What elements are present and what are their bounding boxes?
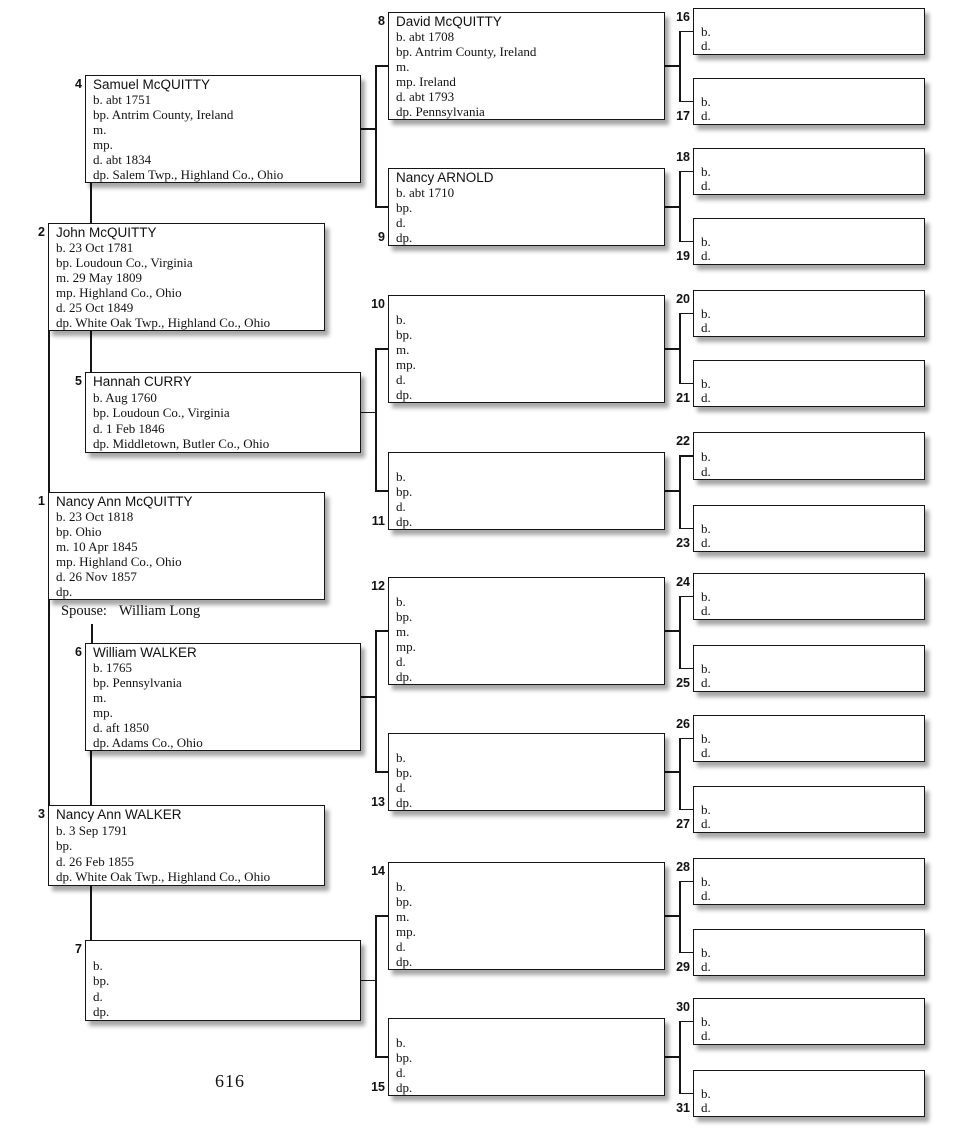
person-field: b.	[396, 750, 406, 765]
person-field: bp.	[396, 327, 413, 342]
person-box-28	[693, 858, 925, 905]
person-field: bp.	[396, 484, 413, 499]
person-field: bp. Antrim County, Ireland	[396, 44, 537, 59]
connector-line	[375, 630, 388, 632]
person-field: m. 29 May 1809	[56, 270, 142, 285]
person-field: b.	[396, 1035, 406, 1050]
person-box-9	[388, 168, 665, 246]
person-number: 17	[676, 109, 690, 123]
person-field: d.	[701, 889, 711, 904]
person-name	[701, 647, 920, 662]
person-box-19	[693, 218, 925, 265]
person-box-30	[693, 998, 925, 1045]
person-field: bp.	[56, 838, 73, 854]
person-field: m.	[396, 59, 410, 74]
person-field: d.	[701, 604, 711, 619]
person-box-7	[85, 940, 361, 1021]
person-box-4	[85, 75, 361, 183]
person-name	[701, 575, 920, 590]
connector-line	[679, 31, 693, 33]
person-number: 30	[676, 1000, 690, 1014]
spouse-name: William Long	[118, 603, 201, 619]
person-number: 8	[378, 14, 385, 28]
person-name	[396, 454, 660, 469]
person-field: b. 23 Oct 1818	[56, 509, 134, 524]
person-name	[396, 579, 660, 594]
connector-line	[375, 206, 388, 208]
person-number: 27	[676, 817, 690, 831]
person-name	[396, 1020, 660, 1035]
person-field: dp. Salem Twp., Highland Co., Ohio	[93, 167, 284, 182]
person-name: David McQUITTY	[396, 14, 502, 29]
person-number: 1	[38, 494, 45, 508]
connector-line	[48, 331, 50, 492]
person-box-3	[48, 805, 325, 886]
person-field: dp.	[396, 1080, 413, 1095]
person-field: b. Aug 1760	[93, 389, 157, 405]
connector-line	[679, 596, 693, 598]
person-number: 9	[378, 230, 385, 244]
connector-line	[375, 771, 388, 773]
person-box-10	[388, 295, 665, 403]
person-field: bp.	[396, 200, 413, 215]
person-name: Nancy ARNOLD	[396, 170, 494, 185]
person-field: d.	[701, 109, 711, 124]
person-name: Nancy Ann WALKER	[56, 807, 182, 822]
person-field: dp. White Oak Twp., Highland Co., Ohio	[56, 315, 271, 330]
person-number: 3	[38, 807, 45, 821]
connector-line	[679, 383, 693, 385]
person-number: 25	[676, 676, 690, 690]
person-field: dp.	[396, 387, 413, 402]
connector-line	[679, 738, 693, 740]
person-field: b.	[701, 874, 711, 889]
person-field: b. 1765	[93, 660, 132, 675]
person-field: dp.	[56, 584, 73, 599]
connector-line	[375, 915, 388, 917]
person-field: b.	[396, 469, 406, 484]
person-name	[701, 292, 920, 307]
person-field: bp. Loudoun Co., Virginia	[93, 405, 230, 421]
person-field: b.	[701, 164, 711, 179]
person-field: d.	[701, 676, 711, 691]
person-box-24	[693, 573, 925, 620]
person-number: 15	[371, 1080, 385, 1094]
person-box-25	[693, 645, 925, 692]
connector-line	[90, 886, 92, 940]
connector-line	[679, 738, 681, 811]
person-field: bp. Loudoun Co., Virginia	[56, 255, 193, 270]
person-name	[701, 931, 920, 946]
person-field: d.	[396, 780, 406, 795]
person-number: 18	[676, 150, 690, 164]
person-box-14	[388, 862, 665, 970]
person-field: dp. Middletown, Butler Co., Ohio	[93, 436, 270, 452]
connector-line	[679, 241, 693, 243]
person-field: m.	[93, 690, 107, 705]
person-field: b.	[701, 945, 711, 960]
person-field: d.	[396, 215, 406, 230]
person-box-18	[693, 148, 925, 195]
person-field: d.	[701, 1029, 711, 1044]
person-number: 19	[676, 249, 690, 263]
person-field: b. abt 1751	[93, 92, 152, 107]
person-field: m. 10 Apr 1845	[56, 539, 138, 554]
person-field: b.	[396, 594, 406, 609]
person-box-5	[85, 372, 361, 453]
person-field: b.	[701, 1014, 711, 1029]
connector-line	[679, 313, 693, 315]
person-box-22	[693, 432, 925, 480]
person-number: 22	[676, 434, 690, 448]
person-name: Samuel McQUITTY	[93, 77, 211, 92]
person-field: dp.	[396, 669, 413, 684]
person-field: b.	[701, 661, 711, 676]
person-field: b.	[701, 589, 711, 604]
connector-line	[375, 1056, 388, 1058]
person-name	[396, 864, 660, 879]
person-number: 2	[38, 225, 45, 239]
person-field: b.	[701, 234, 711, 249]
connector-line	[679, 596, 681, 670]
spouse-label: Spouse:	[61, 603, 107, 619]
person-field: b.	[396, 312, 406, 327]
person-field: b.	[701, 731, 711, 746]
person-field: b. abt 1710	[396, 185, 455, 200]
person-name	[396, 297, 660, 312]
person-box-26	[693, 715, 925, 762]
page-number: 616	[215, 1071, 245, 1091]
person-field: b.	[93, 957, 103, 973]
person-field: dp. Adams Co., Ohio	[93, 735, 203, 750]
connector-line	[375, 915, 377, 1058]
person-field: d.	[701, 960, 711, 975]
person-field: b. 3 Sep 1791	[56, 822, 128, 838]
person-field: mp.	[93, 705, 113, 720]
person-field: d.	[701, 391, 711, 406]
connector-line	[679, 171, 681, 243]
person-field: d.	[701, 39, 711, 54]
person-field: mp.	[396, 924, 416, 939]
person-field: mp.	[396, 639, 416, 654]
connector-line	[375, 65, 388, 67]
person-box-20	[693, 290, 925, 337]
person-box-1	[48, 492, 325, 600]
person-name: John McQUITTY	[56, 225, 157, 240]
person-field: b.	[701, 376, 711, 391]
person-field: bp. Ohio	[56, 524, 102, 539]
person-field: dp.	[396, 514, 413, 529]
connector-line	[679, 455, 681, 529]
person-field: b.	[701, 802, 711, 817]
person-box-6	[85, 643, 361, 751]
person-field: b.	[701, 306, 711, 321]
person-number: 16	[676, 10, 690, 24]
person-field: d.	[396, 372, 406, 387]
connector-line	[679, 881, 681, 954]
person-field: bp.	[396, 609, 413, 624]
person-name	[701, 788, 920, 803]
person-name	[701, 220, 920, 235]
person-name	[701, 507, 920, 522]
person-field: dp. Pennsylvania	[396, 104, 485, 119]
person-box-8	[388, 12, 665, 120]
connector-line	[679, 528, 693, 530]
connector-line	[375, 490, 388, 492]
person-number: 4	[75, 77, 82, 91]
connector-line	[679, 668, 693, 670]
person-name	[701, 1000, 920, 1015]
person-field: d.	[396, 1065, 406, 1080]
person-field: m.	[396, 624, 410, 639]
connector-line	[375, 630, 377, 773]
person-field: bp. Pennsylvania	[93, 675, 182, 690]
person-field: d. 26 Nov 1857	[56, 569, 137, 584]
person-box-12	[388, 577, 665, 685]
person-field: d.	[701, 746, 711, 761]
person-field: b.	[701, 94, 711, 109]
connector-line	[90, 751, 92, 805]
connector-line	[679, 881, 693, 883]
person-field: d. 25 Oct 1849	[56, 300, 134, 315]
connector-line	[679, 101, 693, 103]
person-field: d. abt 1834	[93, 152, 152, 167]
person-name	[701, 860, 920, 875]
person-field: d.	[396, 654, 406, 669]
person-name	[701, 717, 920, 732]
person-field: d. abt 1793	[396, 89, 455, 104]
person-name	[701, 1072, 920, 1087]
person-field: mp. Ireland	[396, 74, 456, 89]
person-box-27	[693, 786, 925, 833]
person-number: 31	[676, 1101, 690, 1115]
person-box-2	[48, 223, 325, 331]
person-box-13	[388, 733, 665, 811]
person-number: 21	[676, 391, 690, 405]
person-number: 26	[676, 717, 690, 731]
connector-line	[90, 331, 92, 372]
connector-line	[679, 455, 693, 457]
person-box-23	[693, 505, 925, 552]
person-number: 5	[75, 374, 82, 388]
person-field: d. aft 1850	[93, 720, 149, 735]
connector-line	[679, 313, 681, 385]
person-field: b.	[701, 449, 711, 464]
connector-line	[91, 624, 93, 643]
person-name	[396, 735, 660, 750]
person-field: d. 26 Feb 1855	[56, 853, 134, 869]
connector-line	[48, 600, 50, 805]
connector-line	[375, 348, 377, 492]
connector-line	[679, 171, 693, 173]
person-field: bp.	[396, 1050, 413, 1065]
person-field: d.	[701, 464, 711, 479]
person-field: dp.	[396, 954, 413, 969]
person-field: b.	[701, 1086, 711, 1101]
connector-line	[679, 1021, 693, 1023]
person-number: 10	[371, 297, 385, 311]
person-field: d.	[701, 179, 711, 194]
person-field: mp.	[93, 137, 113, 152]
person-box-11	[388, 452, 665, 530]
connector-line	[375, 65, 377, 208]
person-field: b. abt 1708	[396, 29, 455, 44]
person-field: bp.	[93, 973, 110, 989]
person-field: bp.	[396, 894, 413, 909]
person-field: bp.	[396, 765, 413, 780]
person-box-16	[693, 8, 925, 55]
person-field: m.	[396, 909, 410, 924]
person-number: 29	[676, 960, 690, 974]
person-name	[93, 942, 356, 958]
person-field: d.	[701, 536, 711, 551]
connector-line	[90, 183, 92, 223]
person-field: mp.	[396, 357, 416, 372]
person-field: b.	[701, 521, 711, 536]
person-field: b. 23 Oct 1781	[56, 240, 134, 255]
person-number: 13	[371, 795, 385, 809]
person-box-21	[693, 360, 925, 407]
person-number: 12	[371, 579, 385, 593]
person-field: m.	[93, 122, 107, 137]
person-number: 24	[676, 575, 690, 589]
person-field: dp. White Oak Twp., Highland Co., Ohio	[56, 869, 271, 885]
person-field: dp.	[396, 795, 413, 810]
person-name	[701, 150, 920, 165]
person-number: 23	[676, 536, 690, 550]
spouse-line	[61, 603, 200, 620]
connector-line	[679, 1021, 681, 1095]
person-field: d.	[701, 1101, 711, 1116]
person-name: Nancy Ann McQUITTY	[56, 494, 193, 509]
person-field: d.	[396, 499, 406, 514]
person-field: d.	[701, 817, 711, 832]
connector-line	[679, 952, 693, 954]
person-field: b.	[396, 879, 406, 894]
person-field: m.	[396, 342, 410, 357]
person-box-17	[693, 78, 925, 125]
person-number: 14	[371, 864, 385, 878]
connector-line	[679, 809, 693, 811]
person-field: dp.	[93, 1004, 110, 1020]
person-name: William WALKER	[93, 645, 197, 660]
person-box-15	[388, 1018, 665, 1096]
person-field: mp. Highland Co., Ohio	[56, 554, 182, 569]
person-number: 6	[75, 645, 82, 659]
person-field: d.	[701, 249, 711, 264]
person-field: mp. Highland Co., Ohio	[56, 285, 182, 300]
person-number: 11	[371, 514, 385, 528]
person-box-31	[693, 1070, 925, 1117]
person-name	[701, 80, 920, 95]
connector-line	[679, 31, 681, 103]
person-field: b.	[701, 24, 711, 39]
person-field: d.	[701, 321, 711, 336]
person-number: 7	[75, 942, 82, 956]
connector-line	[679, 1093, 693, 1095]
person-field: bp. Antrim County, Ireland	[93, 107, 234, 122]
person-name	[701, 362, 920, 377]
person-name	[701, 10, 920, 25]
connector-line	[375, 348, 388, 350]
person-name	[701, 434, 920, 449]
person-number: 28	[676, 860, 690, 874]
person-number: 20	[676, 292, 690, 306]
person-field: d.	[396, 939, 406, 954]
person-field: d. 1 Feb 1846	[93, 420, 165, 436]
person-box-29	[693, 929, 925, 976]
person-field: d.	[93, 988, 103, 1004]
person-field: dp.	[396, 230, 413, 245]
person-name: Hannah CURRY	[93, 374, 192, 389]
